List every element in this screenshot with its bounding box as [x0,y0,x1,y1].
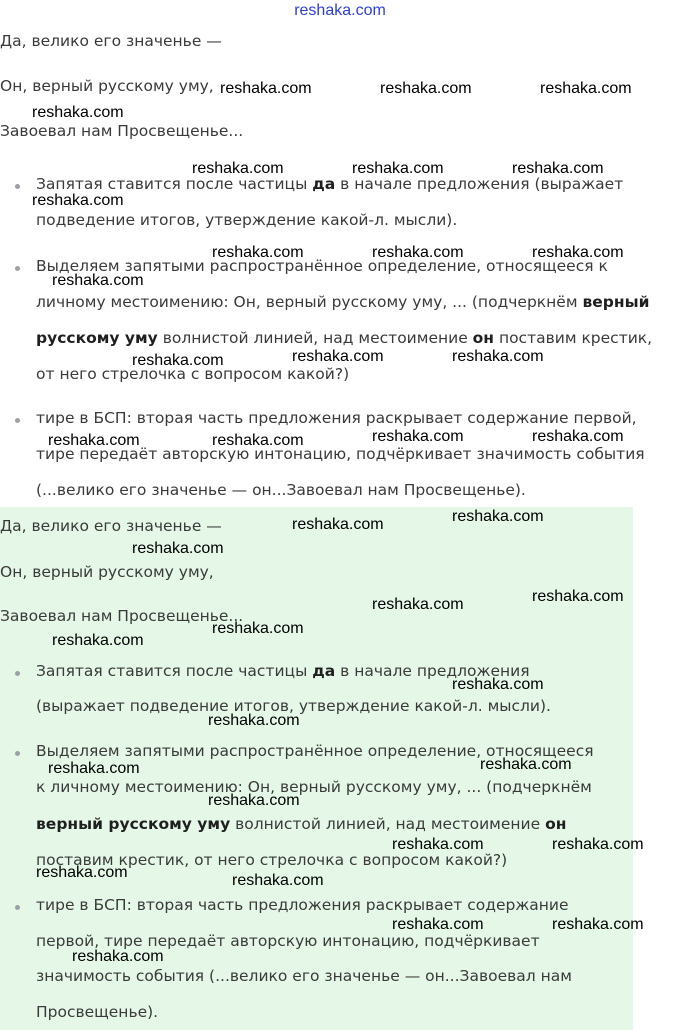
watermark: reshaka.com [212,432,304,449]
watermark: reshaka.com [292,516,384,533]
bullet-3-line-1: тире в БСП: вторая часть предложения раскрывает содержание первой, [36,409,637,427]
watermark: reshaka.com [132,352,224,369]
watermark: reshaka.com [220,80,312,97]
watermark: reshaka.com [480,756,572,773]
bullet-3-line-2: тире передаёт авторскую интонацию, подчёркивает значимость события [36,445,645,463]
bullet-3-line-3: (...велико его значенье — он...Завоевал нам Просвещенье). [36,481,526,499]
watermark: reshaka.com [52,272,144,289]
watermark: reshaka.com [212,244,304,261]
verse-line-1: Да, велико его значенье — [0,517,222,535]
watermark: reshaka.com [452,676,544,693]
watermark: reshaka.com [36,864,128,881]
watermark: reshaka.com [192,160,284,177]
bullet-dot [15,418,20,423]
watermark: reshaka.com [212,620,304,637]
bullet-3-line-3: значимость события (...велико его значенье — он...Завоевал нам [36,967,572,985]
watermark: reshaka.com [48,760,140,777]
bullet-1-line-2: подведение итогов, утверждение какой-л. мысли). [36,211,458,229]
verse-line-2: Он, верный русскому уму, [0,563,214,581]
verse-line-3: Завоевал нам Просвещенье... [0,122,244,140]
bullet-2-line-4: поставим крестик, от него стрелочка с вопросом какой?) [36,851,508,869]
site-header-link[interactable]: reshaka.com [294,2,386,19]
watermark: reshaka.com [532,428,624,445]
bullet-2-line-2: к личному местоимению: Он, верный русскому уму, ... (подчеркнём [36,778,592,796]
verse-line-2: Он, верный русскому уму, [0,77,214,95]
watermark: reshaka.com [512,160,604,177]
bullet-dot [15,905,20,910]
watermark: reshaka.com [72,948,164,965]
watermark: reshaka.com [372,428,464,445]
watermark: reshaka.com [540,80,632,97]
verse-line-3: Завоевал нам Просвещенье... [0,607,244,625]
watermark: reshaka.com [232,872,324,889]
watermark: reshaka.com [392,836,484,853]
watermark: reshaka.com [52,632,144,649]
bullet-1-line-2: (выражает подведение итогов, утверждение какой-л. мысли). [36,697,551,715]
watermark: reshaka.com [392,916,484,933]
bullet-3-line-2: первой, тире передаёт авторскую интонацию, подчёркивает [36,932,540,950]
bullet-dot [15,751,20,756]
verse-line-1: Да, велико его значенье — [0,32,222,50]
bullet-1-line-1: Запятая ставится после частицы да в начале предложения (выражает [36,175,624,193]
watermark: reshaka.com [452,508,544,525]
watermark: reshaka.com [208,792,300,809]
bullet-dot [15,184,20,189]
watermark: reshaka.com [552,836,644,853]
bullet-dot [15,266,20,271]
watermark: reshaka.com [32,192,124,209]
watermark: reshaka.com [552,916,644,933]
bullet-2-line-3: верный русскому уму волнистой линией, над местоимение он [36,815,567,833]
bullet-2-line-3: русскому уму волнистой линией, над местоимение он поставим крестик, [36,329,653,347]
watermark: reshaka.com [532,588,624,605]
watermark: reshaka.com [48,432,140,449]
watermark: reshaka.com [352,160,444,177]
watermark: reshaka.com [132,540,224,557]
watermark: reshaka.com [452,348,544,365]
bullet-2-line-1: Выделяем запятыми распространённое определение, относящееся к [36,257,608,275]
watermark: reshaka.com [380,80,472,97]
bullet-3-line-4: Просвещенье). [36,1003,159,1021]
watermark: reshaka.com [372,244,464,261]
watermark: reshaka.com [532,244,624,261]
bullet-2-line-1: Выделяем запятыми распространённое определение, относящееся [36,742,594,760]
bullet-2-line-4: от него стрелочка с вопросом какой?) [36,365,350,383]
watermark: reshaka.com [372,596,464,613]
watermark: reshaka.com [292,348,384,365]
bullet-3-line-1: тире в БСП: вторая часть предложения раскрывает содержание [36,896,569,914]
bullet-dot [15,671,20,676]
watermark: reshaka.com [32,104,124,121]
watermark: reshaka.com [208,712,300,729]
bullet-1-line-1: Запятая ставится после частицы да в начале предложения [36,662,530,680]
bullet-2-line-2: личному местоимению: Он, верный русскому уму, ... (подчеркнём верный [36,293,650,311]
